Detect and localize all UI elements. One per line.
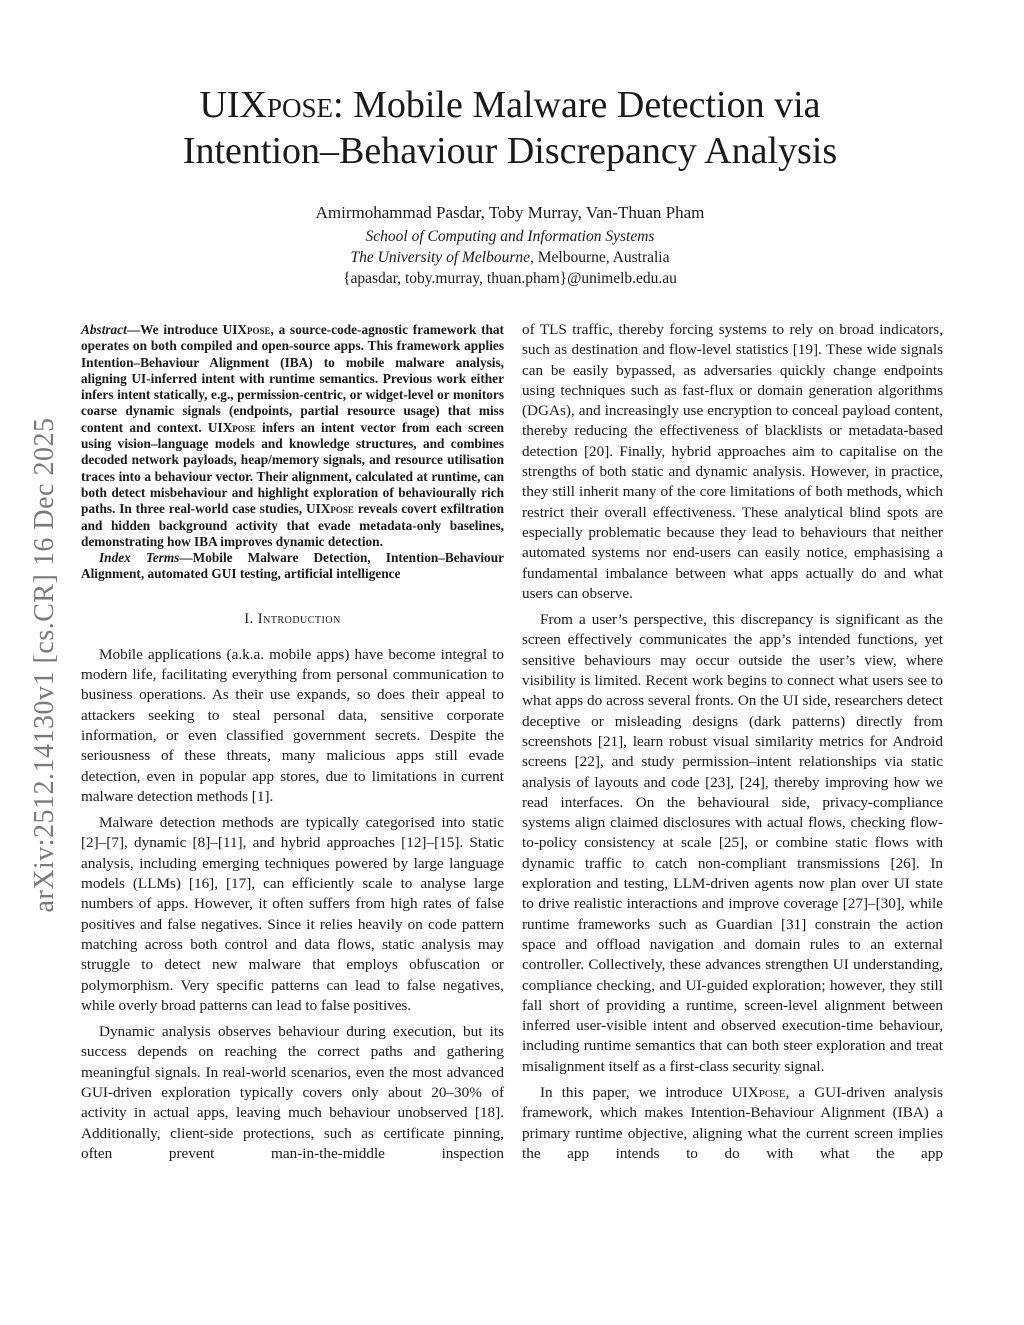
section-heading-introduction: I. Introduction — [244, 610, 341, 627]
title-line-1 — [110, 82, 910, 128]
affiliation-location: , Melbourne, Australia — [530, 249, 670, 266]
abstract-text-3: reveals covert exfiltration and hidden background activity that evade metadata-only baselines, demonstrating how IBA improves dynamic detection. — [81, 501, 505, 549]
abstract-framework-name-3: UIXpose — [306, 501, 354, 517]
title-line-1-suffix: : Mobile Malware Detection via — [333, 84, 821, 126]
paragraph: of TLS traffic, thereby forcing systems to rely on broad indicators, such as destination and flow-level statistics [19]. These wide signals can be easily bypassed, as adversaries quickly change endpoints using techniques such as fast-flux or domain generation algorithms (DGAs), and increasingly use encryption to conceal payload content, thereby reducing the effectiveness of blacklists or metadata-based detection [20]. Finally, hybrid approaches aim to capitalise on the strengths of both static and dynamic analysis. However, in practice, they still inherit many of the core limitations of both methods, which restrict their overall effectiveness. These analytical blind spots are especially problematic because they lead to behaviours that neither automated systems nor end-users can easily notice, emphasising a fundamental imbalance between what apps actually do and what users can observe. — [522, 321, 943, 602]
school-name: School of Computing and Information Systems — [365, 228, 655, 245]
abstract-text-1: , a source-code-agnostic framework that operates on both compiled and open-source apps. This framework applies Intention–Behaviour Alignment (IBA) to mobile malware analysis, aligning UI-inferred intent with runtime semantics. Previous work either infers intent statically, e.g., permission-centric, or widget-level or monitors coarse dynamic signals (endpoints, partial resource usage) that miss content and context. — [81, 322, 504, 435]
abstract-lead: Abstract — [81, 322, 127, 337]
abstract-dash: —We introduce — [126, 322, 223, 337]
right-column — [522, 320, 943, 1164]
author-school — [110, 226, 910, 247]
arxiv-identifier-sidebar — [28, 370, 62, 960]
index-terms-text: —Mobile Malware Detection, Intention–Behaviour Alignment, automated GUI testing, artificial intelligence — [81, 550, 504, 582]
author-emails: {apasdar, toby.murray, thuan.pham}@unimelb.edu.au — [343, 270, 677, 287]
paragraph-pre: In this paper, we introduce — [540, 1083, 732, 1101]
author-names: Amirmohammad Pasdar, Toby Murray, Van-Thuan Pham — [315, 203, 705, 222]
abstract — [81, 322, 504, 550]
index-terms — [81, 550, 504, 583]
paragraph-framework-intro — [522, 1083, 943, 1164]
title-line-2: Intention–Behaviour Discrepancy Analysis — [182, 130, 838, 172]
paragraph: Mobile applications (a.k.a. mobile apps) have become integral to modern life, facilitating everything from personal communication to business operations. As their use expands, so does their appeal to attackers seeking to steal personal data, sensitive corporate information, or even classified government secrets. Despite the seriousness of these threats, many malicious apps still evade detection, even in popular app stores, due to limitations in current malware detection methods [1]. — [81, 645, 504, 805]
abstract-framework-name-2: UIXpose — [207, 419, 256, 435]
author-affiliation — [110, 247, 910, 268]
framework-name: UIXpose — [731, 1083, 786, 1101]
paragraph: Malware detection methods are typically categorised into static [2]–[7], dynamic [8]–[11], and hybrid approaches [12]–[15]. Static analysis, including emerging techniques powered by large language models (LLMs) [16], [17], can efficiently scale to analyse large numbers of apps. However, it often suffers from high rates of false positives and false negatives. Since it relies heavily on code pattern matching across both control and data flows, static analysis may struggle to detect new malware that employs obfuscation or polymorphism. Very specific patterns can lead to false negatives, while overly broad patterns can lead to false positives. — [81, 814, 504, 1014]
paragraph: Dynamic analysis observes behaviour during execution, but its success depends on reaching the correct paths and gathering meaningful signals. In real-world scenarios, even the most advanced GUI-driven exploration typically covers only about 20–30% of activity in actual apps, leaving much behaviour unobserved [18]. Additionally, client-side protections, such as certificate pinning, often prevent man-in-the-middle inspection — [81, 1023, 504, 1162]
arxiv-identifier: arXiv:2512.14130v1 [cs.CR] 16 Dec 2025 — [29, 417, 60, 913]
university-name: The University of Melbourne — [350, 249, 531, 266]
title-framework-name: UIXpose — [199, 84, 334, 126]
paragraph: From a user’s perspective, this discrepancy is significant as the screen effectively communicates the app’s intended functions, yet sensitive behaviours may occur outside the user’s view, where visibility is limited. Recent work begins to connect what users see to what apps do across several fronts. On the UI side, researchers detect deceptive or misleading designs (dark patterns) directly from screenshots [21], learn robust visual similarity metrics for Android screens [22], and study permission–intent relationships via static analysis of layouts and code [23], [24], thereby improving how we read interfaces. On the behavioural side, privacy-compliance systems align claimed disclosures with actual flows, checking flow-to-policy consistency at scale [25], or combine static flows with dynamic traffic to catch non-compliant transmissions [26]. In exploration and testing, LLM-driven agents now plan over UI state to drive realistic interactions and improve coverage [27]–[30], while runtime frameworks such as Guardian [31] constrain the action space and offload navigation and domain rules to an external controller. Collectively, these advances strengthen UI understanding, compliance checking, and UI-guided exploration; however, they still fall short of providing a runtime, screen-level alignment between inferred user-visible intent and observed execution-time behaviour, including runtime semantics that can both steer exploration and treat misalignment itself as a first-class security signal. — [522, 611, 943, 1075]
paper-title — [110, 82, 910, 174]
abstract-framework-name-1: UIXpose — [222, 322, 271, 337]
paragraph-post: , a GUI-driven analysis framework, which makes Intention-Behaviour Alignment (IBA) a primary runtime objective, aligning what the current screen implies the app intends to do with what the app — [522, 1083, 943, 1162]
author-block — [110, 201, 910, 289]
left-column — [81, 320, 504, 1164]
abstract-text-2: infers an intent vector from each screen using vision–language models and knowledge structures, and combines decoded network payloads, heap/memory signals, and resource utilisation traces into a behaviour vector. Their alignment, calculated at runtime, can both detect misbehaviour and highlight exploration of behaviourally rich paths. In three real-world case studies, — [81, 419, 505, 517]
index-terms-lead: Index Terms — [99, 550, 180, 566]
